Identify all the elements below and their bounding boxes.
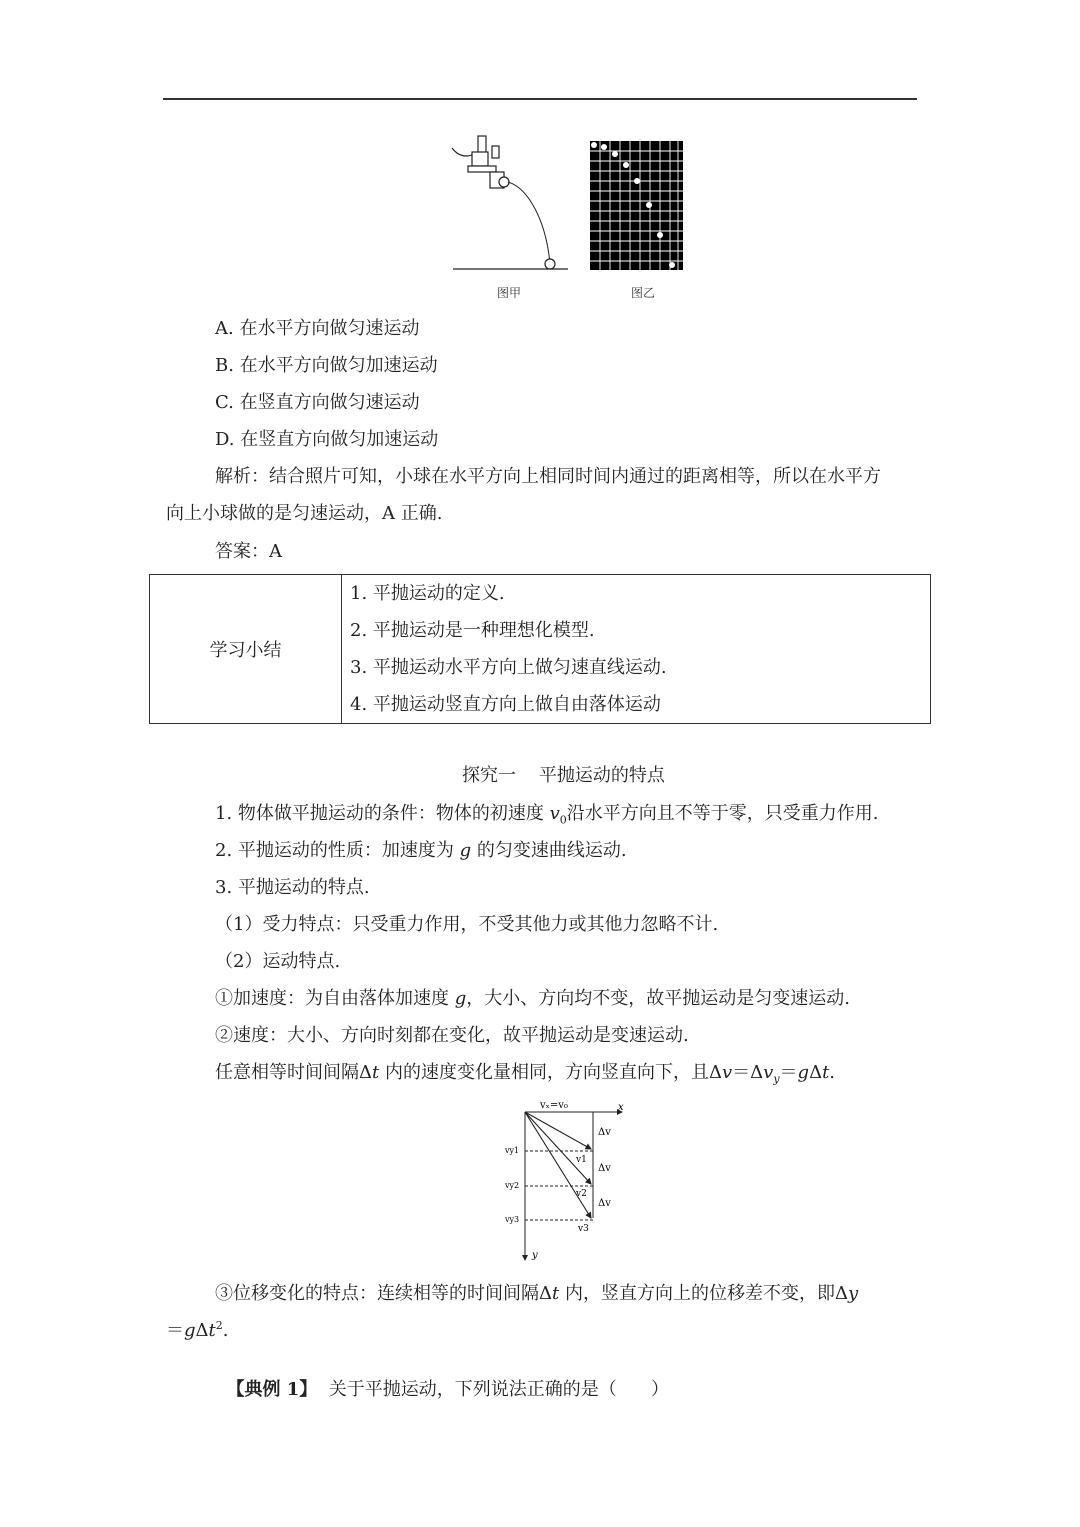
figure-strobe-photo	[590, 141, 683, 270]
diagram-y-axis-label: y	[532, 1250, 538, 1261]
delta-v-label: Δv	[598, 1127, 611, 1138]
v-label: v2	[576, 1189, 587, 1199]
option-c: C. 在竖直方向做匀速运动	[215, 392, 420, 413]
header-rule	[163, 98, 917, 100]
summary-heading: 学习小结	[150, 575, 342, 724]
section-paragraph-5: （2）运动特点.	[215, 951, 341, 972]
summary-item: 3. 平抛运动水平方向上做匀速直线运动.	[350, 657, 667, 678]
analysis-line-2: 向上小球做的是匀速运动，A 正确.	[166, 503, 443, 524]
example-1	[215, 1354, 669, 1401]
section-paragraph-7: ②速度：大小、方向时刻都在变化，故平抛运动是变速运动.	[215, 1025, 689, 1046]
section-paragraph-6: ①加速度：为自由落体加速度 g，大小、方向均不变，故平抛运动是匀变速运动.	[215, 988, 850, 1009]
section-paragraph-4: （1）受力特点：只受重力作用，不受其他力或其他力忽略不计.	[215, 914, 719, 935]
figure-b-caption: 图乙	[631, 286, 656, 300]
vy-label: vy1	[505, 1146, 520, 1155]
option-a: A. 在水平方向做匀速运动	[215, 318, 420, 339]
summary-table	[149, 574, 931, 724]
summary-item: 1. 平抛运动的定义.	[350, 583, 505, 604]
section-paragraph-2: 2. 平抛运动的性质：加速度为 g 的匀变速曲线运动.	[215, 840, 627, 861]
section-paragraph-10: ＝gΔt$^2$.	[166, 1319, 229, 1341]
delta-v-label: Δv	[598, 1198, 611, 1209]
section-paragraph-8: 任意相等时间间隔Δt 内的速度变化量相同，方向竖直向下，且$\Delta v=\Delta v_y=g\Delta t$.	[215, 1062, 836, 1086]
v-label: v1	[576, 1155, 587, 1165]
example-tag: 【典例 1】	[226, 1379, 318, 1400]
option-d: D. 在竖直方向做匀加速运动	[215, 429, 439, 450]
section-paragraph-9: ③位移变化的特点：连续相等的时间间隔Δt 内，竖直方向上的位移差不变，即Δy	[215, 1283, 859, 1304]
summary-item: 2. 平抛运动是一种理想化模型.	[350, 620, 595, 641]
vy-label: vy2	[505, 1181, 520, 1190]
analysis-line-1: 解析：结合照片可知，小球在水平方向上相同时间内通过的距离相等，所以在水平方	[215, 466, 881, 487]
section-paragraph-1: 1. 物体做平抛运动的条件：物体的初速度 $v_0$沿水平方向且不等于零，只受重力作用.	[215, 803, 879, 827]
answer: 答案：A	[215, 541, 282, 562]
section-paragraph-3: 3. 平抛运动的特点.	[215, 877, 370, 898]
summary-items	[342, 575, 931, 724]
diagram-top-label: vₓ=v₀	[540, 1100, 568, 1111]
option-b: B. 在水平方向做匀加速运动	[215, 355, 438, 376]
figure-apparatus	[448, 130, 573, 275]
figure-a-caption: 图甲	[497, 286, 522, 300]
example-text: 关于平抛运动，下列说法正确的是（ ）	[317, 1379, 670, 1400]
diagram-x-axis-label: x	[618, 1102, 624, 1113]
summary-item: 4. 平抛运动竖直方向上做自由落体运动	[350, 694, 661, 715]
delta-v-label: Δv	[598, 1163, 611, 1174]
v-label: v3	[578, 1224, 589, 1234]
section-title: 探究一 平抛运动的特点	[462, 765, 665, 786]
vy-label: vy3	[505, 1215, 520, 1224]
velocity-diagram	[500, 1098, 635, 1268]
